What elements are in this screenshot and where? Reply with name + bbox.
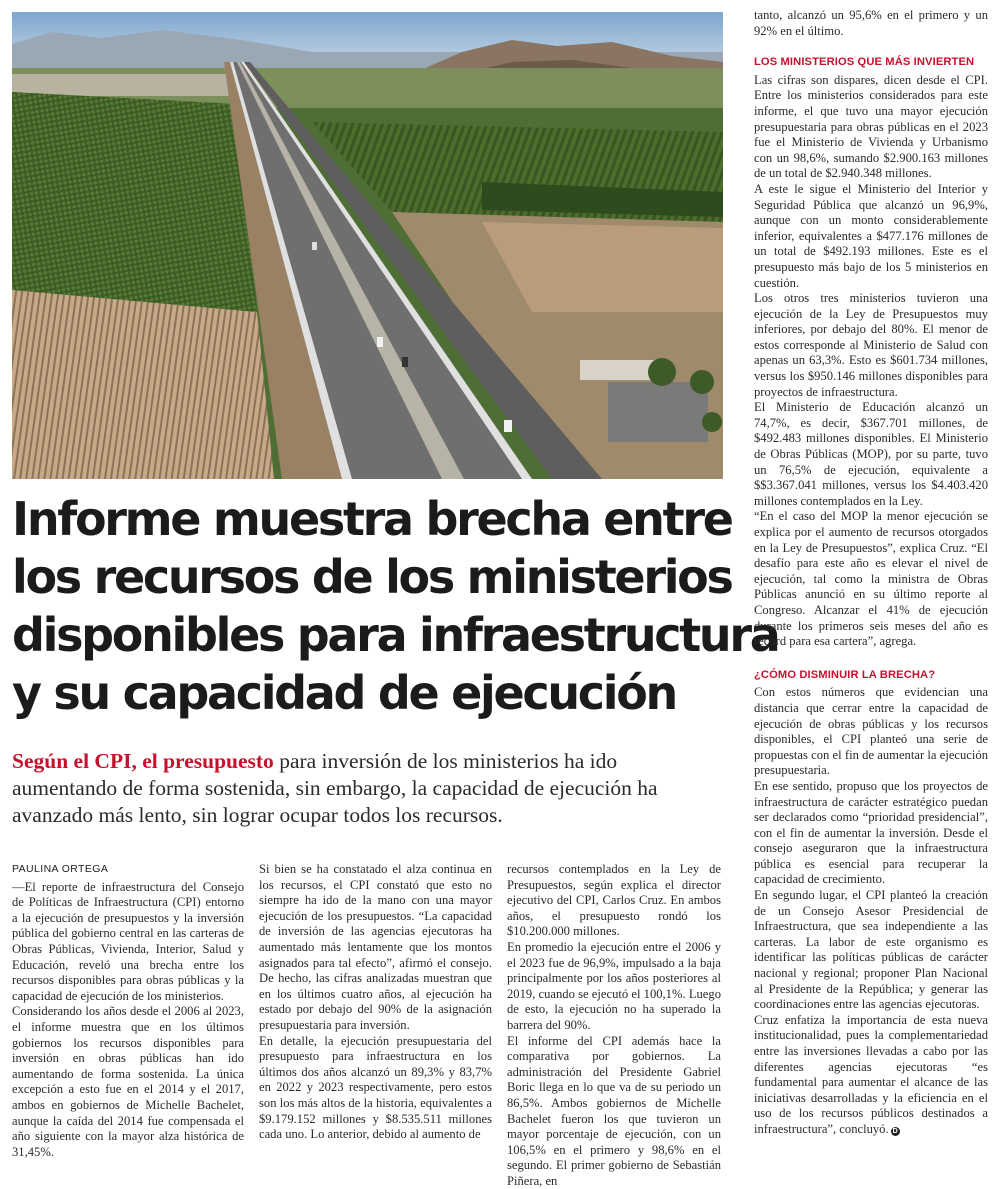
headline-line: y su capacidad de ejecución — [12, 666, 676, 720]
article-lead — [12, 748, 727, 829]
body-paragraph: En segundo lugar, el CPI planteó la creación de un Consejo Asesor Presidencial de Infraestructura, que sea independiente a las carteras. La labor de este organismo es identificar las políticas públicas de carácter nacional y regional; proponer Plan Nacional al Presidente de la República; y generar las coordinaciones entre las agencias ejecutoras. — [754, 888, 988, 1012]
headline-line: Informe muestra brecha entre — [12, 492, 732, 546]
body-paragraph: Los otros tres ministerios tuvieron una ejecución de la Ley de Presupuestos muy inferiores, por debajo del 80%. El menor de estos corresponde al Ministerio de Salud con apenas un 63,3%. Esto es $601.734 millones, versus los $950.146 millones disponibles para proyectos de infraestructura. — [754, 291, 988, 399]
body-paragraph: A este le sigue el Ministerio del Interior y Seguridad Pública que alcanzó un 96,9%, aunque con un monto considerablemente inferior, equivalentes a $477.176 millones de un total de $492.193 millones. Este es el presupuesto más bajo de los 5 ministerios en cuestión. — [754, 181, 988, 290]
body-column-3 — [507, 862, 721, 1188]
headline-line: los recursos de los ministerios — [12, 550, 732, 604]
lead-highlight: Según el CPI, el presupuesto — [12, 749, 274, 773]
body-paragraph: “En el caso del MOP la menor ejecución se explica por el aumento de recursos otorgados en la Ley de Presupuestos”, explica Cruz. “El desafío para este año es elevar el nivel de ejecución, tal como la ministra de Obras Públicas anunció en su último reporte al Congreso. Alcanzar el 41% de ejecución durante los primeros seis meses del año es récord para esa cartera”, agrega. — [754, 509, 988, 649]
body-paragraph: En ese sentido, propuso que los proyectos de infraestructura de carácter estratégico puedan ser declarados como “prioridad presidencial”, con el fin de aumentar la inversión. Desde el consejo aseguraron que la infraestructura pública es esencial para recuperar la capacidad de crecimiento. — [754, 778, 988, 887]
aerial-highway-photo — [12, 12, 723, 479]
body-paragraph: —El reporte de infraestructura del Consejo de Políticas de Infraestructura (CPI) entorno a la ejecución de presupuestos y la inversión pública del gobierno central en las carteras de Obras Públicas, Vivienda, Interior, Salud y Educación, reveló una brecha entre los recursos disponibles para obras públicas y la capacidad de ejecución de los ministerios. — [12, 879, 244, 1003]
body-paragraph: Considerando los años desde el 2006 al 2023, el informe muestra que en los últimos gobiernos los recursos disponibles para inversión en obras públicas han ido aumentando de forma sostenida. La única excepción a esto fue en el 2014 y el 2017, ambos en gobiernos de Michelle Bachelet, aunque la caída del 2014 fue compensada el año siguiente con la mayor alza histórica de 31,45%. — [12, 1004, 244, 1159]
body-paragraph: En promedio la ejecución entre el 2006 y el 2023 fue de 96,9%, impulsado a la baja principalmente por los años posteriores al 2019, cuando se ejecutó el 100,1%. Luego de esto, la ejecución no ha superado la barrera del 90%. — [507, 939, 721, 1032]
end-mark-icon: D — [892, 1127, 898, 1135]
byline: PAULINA ORTEGA — [12, 863, 109, 875]
body-paragraph: El Ministerio de Educación alcanzó un 74,7%, es decir, $367.701 millones, de $492.483 millones disponibles. El Ministerio de Obras Públicas (MOP), por su parte, tuvo un 76,5% de ejecución, equivalente a $$3.367.041 millones, versus los $4.403.420 millones contemplados en la Ley. — [754, 400, 988, 508]
body-paragraph: Las cifras son dispares, dicen desde el CPI. Entre los ministerios considerados para este informe, el que tuvo una mayor ejecución presupuestaria para obras públicas en el 2023 fue el Ministerio de Vivienda y Urbanismo con un 98,6%, sumando $2.900.163 millones de un total de $2.940.348 millones. — [754, 72, 988, 181]
section-subhead: ¿CÓMO DISMINUIR LA BRECHA? — [754, 668, 936, 681]
lead-text: para inversión de los ministerios ha ido aumentando de forma sostenida, sin embargo, la capacidad de ejecución ha avanzado más lento, sin lograr ocupar todos los recursos. — [12, 749, 658, 827]
body-paragraph: Si bien se ha constatado el alza continua en los recursos, el CPI constató que esto no siempre ha ido de la mano con una mayor ejecución de los presupuestos. “La capacidad de inversión de las agencias ejecutoras ha aumentado más lentamente que los montos asignados para tal efecto”, afirmó el consejo. De hecho, las cifras analizadas muestran que en los últimos cuatro años, al ejecución ha estado por debajo del 90% de la asignación presupuestaria para inversión. — [259, 862, 492, 1032]
body-paragraph: recursos contemplados en la Ley de Presupuestos, según explica el director ejecutivo del CPI, Carlos Cruz. En ambos años, el presupuesto rondó los $10.200.000 millones. — [507, 862, 721, 939]
body-paragraph: tanto, alcanzó un 95,6% en el primero y un 92% en el último. — [754, 8, 988, 38]
body-paragraph-last — [754, 1013, 988, 1138]
body-column-1 — [12, 862, 244, 1162]
body-paragraph: El informe del CPI además hace la comparativa por gobiernos. La administración del Presidente Gabriel Boric llega en lo que va de su periodo un 86,5%. Ambos gobiernos de Michelle Bachelet fueron los que tuvieron un mayor porcentaje de ejecución, con un 106,5% en el primero y 98,6% en el segundo. El primer gobierno de Sebastián Piñera, en — [507, 1033, 721, 1188]
body-text: Cruz enfatiza la importancia de esta nueva institucionalidad, pues la complementariedad entre las inversiones llevadas a cabo por las diferentes agencias ejecutoras “es fundamental para aumentar el alcance de las iniciativas desarrolladas y la eficiencia en el uso de los recursos públicos destinados a infraestructura”, concluyó. — [754, 1012, 988, 1136]
body-paragraph: En detalle, la ejecución presupuestaria del presupuesto para infraestructura en los últimos dos años alcanzó un 89,3% y 83,7% en 2022 y 2023 respectivamente, pero estos son los más altos de la historia, equivalentes a $9.179.152 millones y $8.535.511 millones cada uno. Lo anterior, debido al aumento de — [259, 1033, 492, 1142]
body-column-4 — [754, 8, 988, 1168]
article-headline — [12, 490, 779, 722]
body-paragraph: Con estos números que evidencian una distancia que cerrar entre la capacidad de ejecución de obras públicas y los recursos disponibles, el CPI planteó una serie de propuestas con el fin de aumentar la ejecución presupuestaria. — [754, 685, 988, 778]
body-column-2 — [259, 862, 492, 1162]
section-subhead: LOS MINISTERIOS QUE MÁS INVIERTEN — [754, 56, 975, 69]
headline-line: disponibles para infraestructura — [12, 608, 779, 662]
